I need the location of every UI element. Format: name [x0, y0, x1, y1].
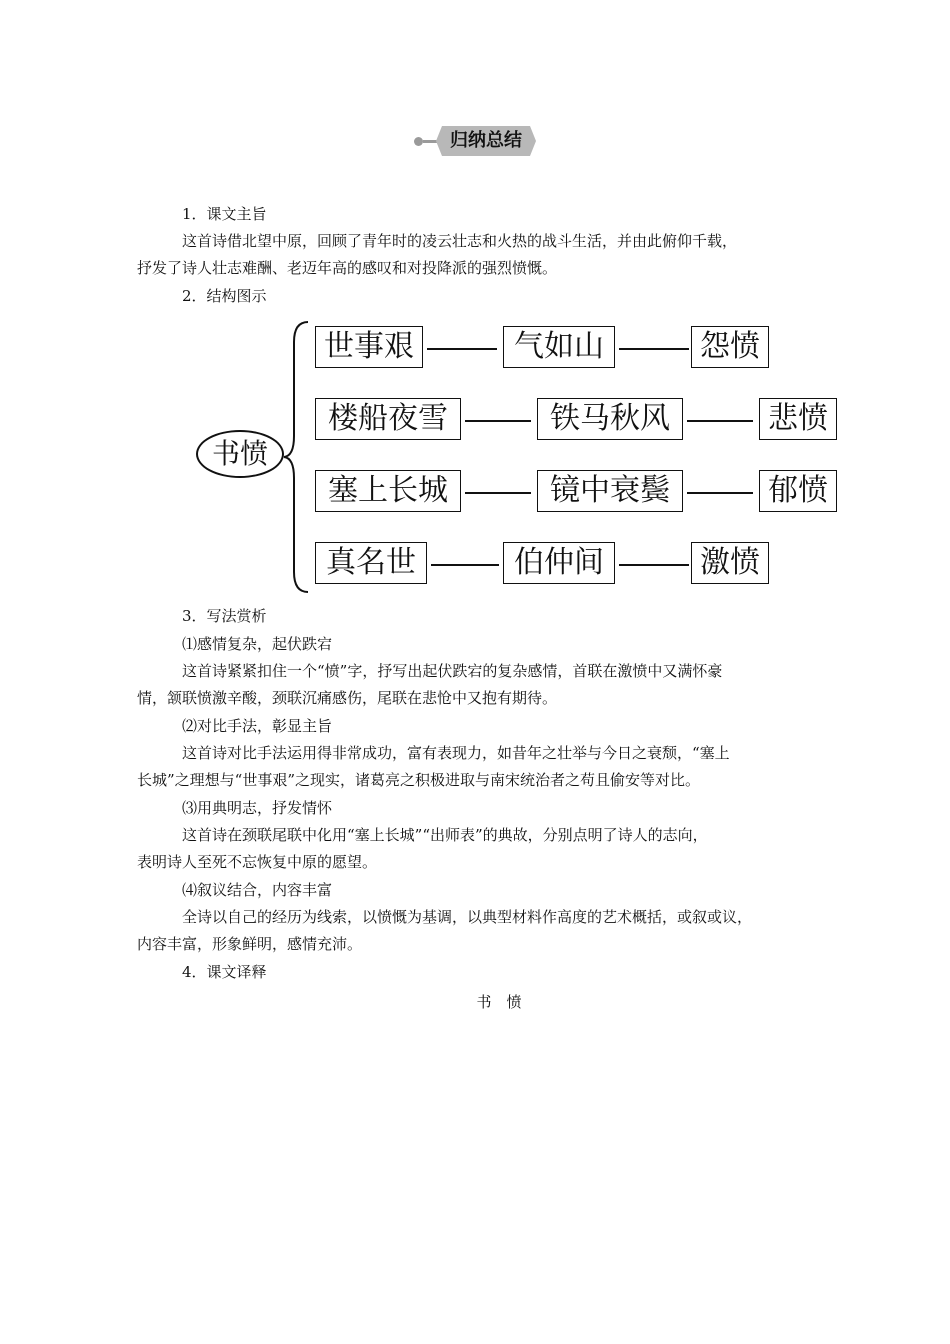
subheading: ⑶用典明志，抒发情怀	[182, 799, 333, 817]
section-banner	[414, 124, 538, 158]
connector-line	[619, 564, 689, 566]
diagram-node: 铁马秋风	[537, 398, 683, 440]
connector-line	[687, 492, 753, 494]
diagram-node: 气如山	[503, 326, 615, 368]
diagram-root-node: 书愤	[196, 430, 284, 478]
paragraph-line: 这首诗借北望中原，回顾了青年时的凌云壮志和火热的战斗生活，并由此俯仰千载，	[182, 232, 738, 250]
subheading: ⑷叙议结合，内容丰富	[182, 881, 333, 899]
paragraph-line: 这首诗对比手法运用得非常成功，富有表现力，如昔年之壮举与今日之衰颓，“塞上	[182, 744, 730, 762]
paragraph-line: 表明诗人至死不忘恢复中原的愿望。	[137, 853, 378, 871]
connector-line	[427, 348, 497, 350]
paragraph-line: 抒发了诗人壮志难酬、老迈年高的感叹和对投降派的强烈愤慨。	[137, 259, 558, 277]
diagram-node: 悲愤	[759, 398, 837, 440]
diagram-node: 真名世	[315, 542, 427, 584]
heading-main-idea: 1．课文主旨	[182, 205, 267, 223]
diagram-node: 郁愤	[759, 470, 837, 512]
paragraph-line: 长城”之理想与“世事艰”之现实，诸葛亮之积极进取与南宋统治者之苟且偷安等对比。	[137, 771, 701, 789]
connector-line	[465, 420, 531, 422]
paragraph-line: 这首诗紧紧扣住一个“愤”字，抒写出起伏跌宕的复杂感情，首联在激愤中又满怀豪	[182, 662, 723, 680]
heading-structure: 2．结构图示	[182, 287, 267, 305]
paragraph-line: 这首诗在颈联尾联中化用“塞上长城”“出师表”的典故，分别点明了诗人的志向，	[182, 826, 708, 844]
heading-writing-analysis: 3．写法赏析	[182, 607, 267, 625]
structure-diagram	[190, 318, 850, 598]
connector-line	[431, 564, 499, 566]
banner-dot-icon	[414, 137, 423, 146]
diagram-node: 怨愤	[691, 326, 769, 368]
subheading: ⑴感情复杂，起伏跌宕	[182, 635, 333, 653]
paragraph-line: 情，颔联愤激辛酸，颈联沉痛感伤，尾联在悲怆中又抱有期待。	[137, 689, 558, 707]
paragraph-line: 内容丰富，形象鲜明，感情充沛。	[137, 935, 363, 953]
brace-icon	[282, 318, 310, 596]
banner-title: 归纳总结	[450, 130, 522, 151]
connector-line	[619, 348, 689, 350]
connector-line	[687, 420, 753, 422]
paragraph-line: 全诗以自己的经历为线索，以愤慨为基调，以典型材料作高度的艺术概括，或叙或议，	[182, 908, 753, 926]
diagram-node: 塞上长城	[315, 470, 461, 512]
diagram-node: 伯仲间	[503, 542, 615, 584]
subheading: ⑵对比手法，彰显主旨	[182, 717, 333, 735]
diagram-node: 楼船夜雪	[315, 398, 461, 440]
diagram-node: 激愤	[691, 542, 769, 584]
heading-translation: 4．课文译释	[182, 963, 267, 981]
diagram-node: 镜中衰鬓	[537, 470, 683, 512]
diagram-node: 世事艰	[315, 326, 423, 368]
poem-title: 书 愤	[476, 993, 522, 1011]
connector-line	[465, 492, 531, 494]
